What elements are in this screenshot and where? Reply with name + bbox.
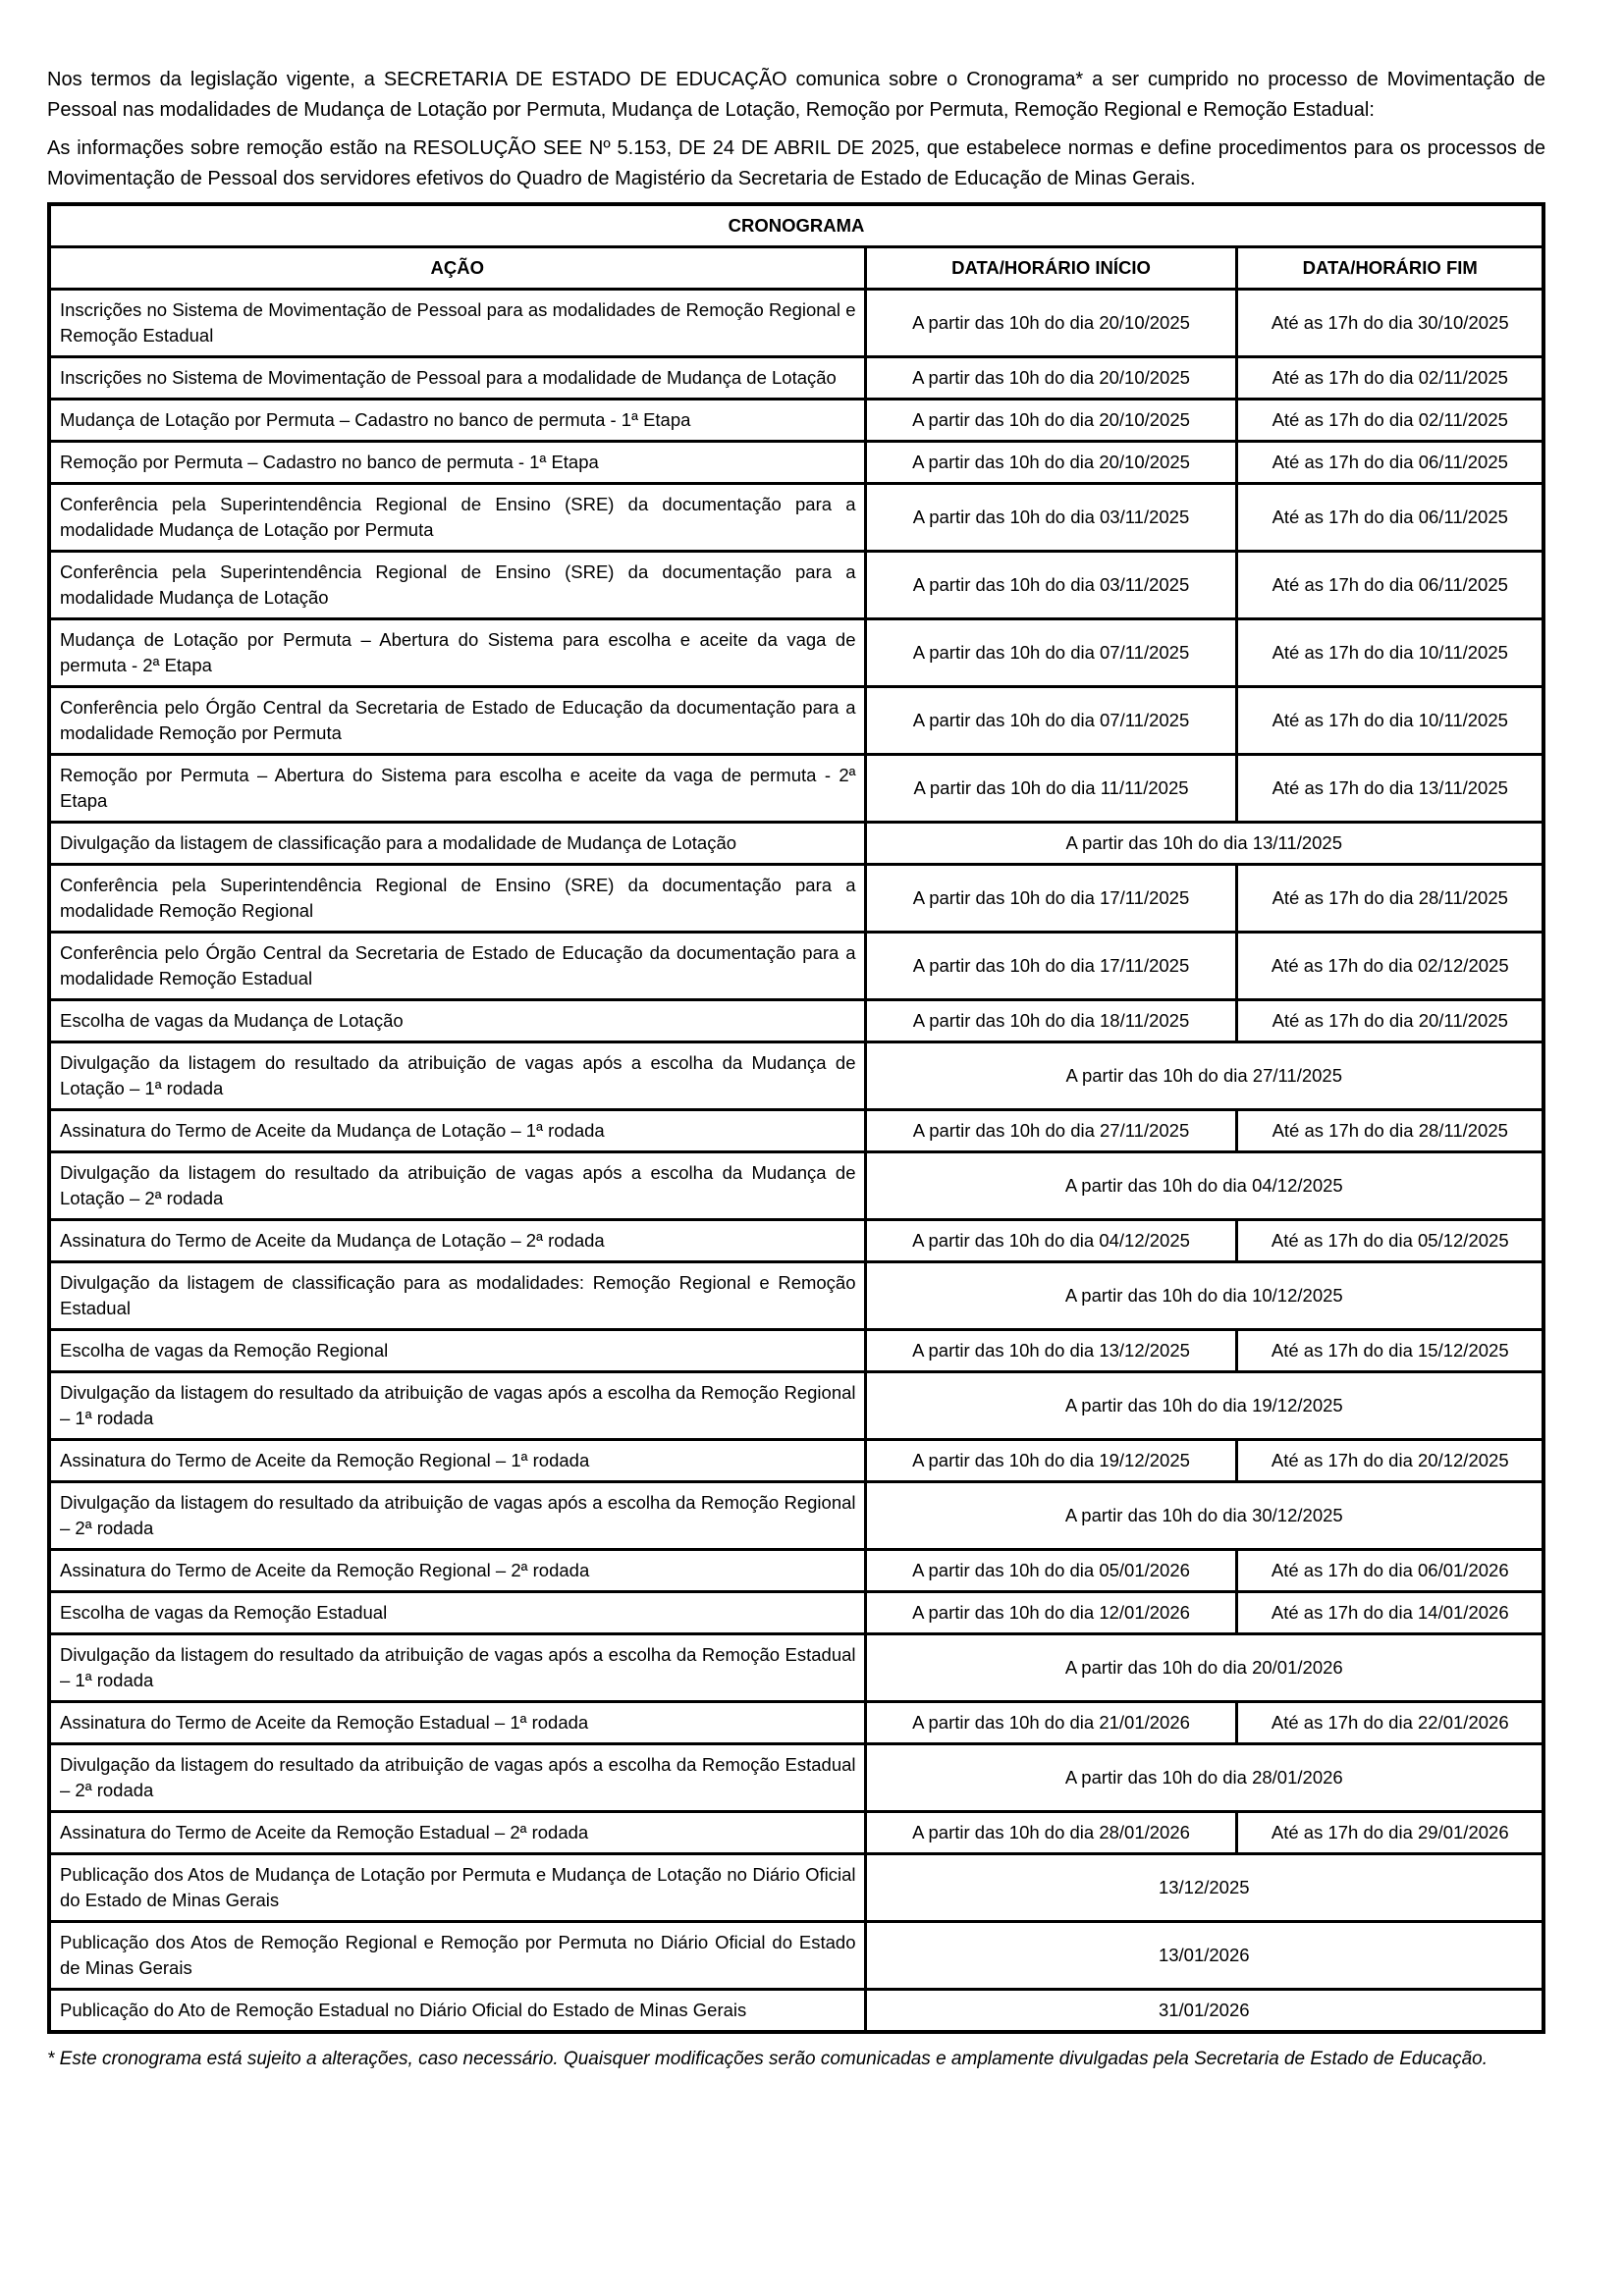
action-cell: Publicação dos Atos de Remoção Regional e Remoção por Permuta no Diário Oficial do Estado de Minas Gerais [49,1922,865,1990]
merged-date-cell: A partir das 10h do dia 10/12/2025 [865,1262,1543,1330]
end-date-cell: Até as 17h do dia 13/11/2025 [1237,755,1543,823]
start-date-cell: A partir das 10h do dia 19/12/2025 [865,1440,1237,1482]
action-cell: Conferência pelo Órgão Central da Secretaria de Estado de Educação da documentação para a modalidade Remoção por Permuta [49,687,865,755]
start-date-cell: A partir das 10h do dia 17/11/2025 [865,865,1237,933]
end-date-cell: Até as 17h do dia 14/01/2026 [1237,1592,1543,1634]
table-row [49,1744,1543,1812]
table-row [49,1262,1543,1330]
merged-date-cell: A partir das 10h do dia 20/01/2026 [865,1634,1543,1702]
end-date-cell: Até as 17h do dia 20/12/2025 [1237,1440,1543,1482]
action-cell: Conferência pela Superintendência Regional de Ensino (SRE) da documentação para a modalidade Mudança de Lotação por Permuta [49,484,865,552]
start-date-cell: A partir das 10h do dia 20/10/2025 [865,357,1237,400]
start-date-cell: A partir das 10h do dia 04/12/2025 [865,1220,1237,1262]
start-date-cell: A partir das 10h do dia 27/11/2025 [865,1110,1237,1152]
action-cell: Divulgação da listagem do resultado da atribuição de vagas após a escolha da Remoção Regional – 2ª rodada [49,1482,865,1550]
cronograma-table [47,202,1545,2034]
table-row [49,865,1543,933]
merged-date-cell: 13/01/2026 [865,1922,1543,1990]
action-cell: Conferência pelo Órgão Central da Secretaria de Estado de Educação da documentação para a modalidade Remoção Estadual [49,933,865,1000]
table-row [49,1110,1543,1152]
action-cell: Inscrições no Sistema de Movimentação de Pessoal para as modalidades de Remoção Regional e Remoção Estadual [49,290,865,357]
merged-date-cell: A partir das 10h do dia 28/01/2026 [865,1744,1543,1812]
end-date-cell: Até as 17h do dia 28/11/2025 [1237,1110,1543,1152]
action-cell: Remoção por Permuta – Cadastro no banco de permuta - 1ª Etapa [49,442,865,484]
start-date-cell: A partir das 10h do dia 20/10/2025 [865,442,1237,484]
table-row [49,823,1543,865]
table-row [49,552,1543,619]
table-row [49,400,1543,442]
table-row [49,1990,1543,2033]
action-cell: Mudança de Lotação por Permuta – Abertura do Sistema para escolha e aceite da vaga de permuta - 2ª Etapa [49,619,865,687]
merged-date-cell: A partir das 10h do dia 19/12/2025 [865,1372,1543,1440]
end-date-cell: Até as 17h do dia 22/01/2026 [1237,1702,1543,1744]
table-row [49,1702,1543,1744]
start-date-cell: A partir das 10h do dia 21/01/2026 [865,1702,1237,1744]
action-cell: Assinatura do Termo de Aceite da Remoção Regional – 2ª rodada [49,1550,865,1592]
end-date-cell: Até as 17h do dia 06/01/2026 [1237,1550,1543,1592]
action-cell: Escolha de vagas da Remoção Estadual [49,1592,865,1634]
start-date-cell: A partir das 10h do dia 03/11/2025 [865,552,1237,619]
start-date-cell: A partir das 10h do dia 03/11/2025 [865,484,1237,552]
action-cell: Inscrições no Sistema de Movimentação de Pessoal para a modalidade de Mudança de Lotação [49,357,865,400]
action-cell: Divulgação da listagem do resultado da atribuição de vagas após a escolha da Remoção Estadual – 1ª rodada [49,1634,865,1702]
action-cell: Remoção por Permuta – Abertura do Sistema para escolha e aceite da vaga de permuta - 2ª Etapa [49,755,865,823]
table-row [49,484,1543,552]
action-cell: Divulgação da listagem do resultado da atribuição de vagas após a escolha da Mudança de Lotação – 1ª rodada [49,1042,865,1110]
column-header-fim: DATA/HORÁRIO FIM [1237,247,1543,290]
table-row [49,442,1543,484]
start-date-cell: A partir das 10h do dia 17/11/2025 [865,933,1237,1000]
end-date-cell: Até as 17h do dia 02/11/2025 [1237,400,1543,442]
column-header-inicio: DATA/HORÁRIO INÍCIO [865,247,1237,290]
table-row [49,1922,1543,1990]
table-row [49,1854,1543,1922]
action-cell: Escolha de vagas da Mudança de Lotação [49,1000,865,1042]
start-date-cell: A partir das 10h do dia 11/11/2025 [865,755,1237,823]
start-date-cell: A partir das 10h do dia 07/11/2025 [865,687,1237,755]
table-row [49,933,1543,1000]
table-row [49,1550,1543,1592]
table-row [49,1042,1543,1110]
end-date-cell: Até as 17h do dia 02/11/2025 [1237,357,1543,400]
action-cell: Divulgação da listagem de classificação para as modalidades: Remoção Regional e Remoção Estadual [49,1262,865,1330]
merged-date-cell: A partir das 10h do dia 27/11/2025 [865,1042,1543,1110]
action-cell: Mudança de Lotação por Permuta – Cadastro no banco de permuta - 1ª Etapa [49,400,865,442]
start-date-cell: A partir das 10h do dia 20/10/2025 [865,400,1237,442]
action-cell: Assinatura do Termo de Aceite da Remoção Estadual – 1ª rodada [49,1702,865,1744]
action-cell: Assinatura do Termo de Aceite da Remoção Estadual – 2ª rodada [49,1812,865,1854]
table-row [49,1634,1543,1702]
end-date-cell: Até as 17h do dia 30/10/2025 [1237,290,1543,357]
table-row [49,1152,1543,1220]
table-row [49,357,1543,400]
action-cell: Conferência pela Superintendência Regional de Ensino (SRE) da documentação para a modalidade Remoção Regional [49,865,865,933]
table-row [49,1372,1543,1440]
cronograma-table-body [49,290,1543,2033]
table-row [49,1482,1543,1550]
end-date-cell: Até as 17h do dia 28/11/2025 [1237,865,1543,933]
cronograma-table-head [49,204,1543,290]
action-cell: Conferência pela Superintendência Regional de Ensino (SRE) da documentação para a modalidade Mudança de Lotação [49,552,865,619]
table-row [49,1812,1543,1854]
end-date-cell: Até as 17h do dia 06/11/2025 [1237,442,1543,484]
table-row [49,1440,1543,1482]
intro-paragraph-1: Nos termos da legislação vigente, a SECRETARIA DE ESTADO DE EDUCAÇÃO comunica sobre o Cronograma* a ser cumprido no processo de Movimentação de Pessoal nas modalidades de Mudança de Lotação por Permuta, Mudança de Lotação, Remoção por Permuta, Remoção Regional e Remoção Estadual: [47,69,1545,121]
table-row [49,1330,1543,1372]
end-date-cell: Até as 17h do dia 15/12/2025 [1237,1330,1543,1372]
footnote: * Este cronograma está sujeito a alterações, caso necessário. Quaisquer modificações serão comunicadas e amplamente divulgadas pela Secretaria de Estado de Educação. [47,2049,1488,2069]
table-row [49,755,1543,823]
table-row [49,1000,1543,1042]
action-cell: Divulgação da listagem de classificação para a modalidade de Mudança de Lotação [49,823,865,865]
end-date-cell: Até as 17h do dia 29/01/2026 [1237,1812,1543,1854]
start-date-cell: A partir das 10h do dia 20/10/2025 [865,290,1237,357]
action-cell: Divulgação da listagem do resultado da atribuição de vagas após a escolha da Mudança de Lotação – 2ª rodada [49,1152,865,1220]
end-date-cell: Até as 17h do dia 06/11/2025 [1237,484,1543,552]
merged-date-cell: 31/01/2026 [865,1990,1543,2033]
end-date-cell: Até as 17h do dia 06/11/2025 [1237,552,1543,619]
action-cell: Escolha de vagas da Remoção Regional [49,1330,865,1372]
start-date-cell: A partir das 10h do dia 28/01/2026 [865,1812,1237,1854]
end-date-cell: Até as 17h do dia 02/12/2025 [1237,933,1543,1000]
action-cell: Assinatura do Termo de Aceite da Mudança de Lotação – 2ª rodada [49,1220,865,1262]
merged-date-cell: A partir das 10h do dia 13/11/2025 [865,823,1543,865]
merged-date-cell: 13/12/2025 [865,1854,1543,1922]
table-row [49,1220,1543,1262]
action-cell: Assinatura do Termo de Aceite da Mudança de Lotação – 1ª rodada [49,1110,865,1152]
end-date-cell: Até as 17h do dia 20/11/2025 [1237,1000,1543,1042]
action-cell: Publicação do Ato de Remoção Estadual no Diário Oficial do Estado de Minas Gerais [49,1990,865,2033]
table-title: CRONOGRAMA [49,204,1543,247]
end-date-cell: Até as 17h do dia 05/12/2025 [1237,1220,1543,1262]
action-cell: Divulgação da listagem do resultado da atribuição de vagas após a escolha da Remoção Estadual – 2ª rodada [49,1744,865,1812]
table-row [49,687,1543,755]
start-date-cell: A partir das 10h do dia 13/12/2025 [865,1330,1237,1372]
intro-paragraph-2: As informações sobre remoção estão na RESOLUÇÃO SEE Nº 5.153, DE 24 DE ABRIL DE 2025, que estabelece normas e define procedimentos para os processos de Movimentação de Pessoal dos servidores efetivos do Quadro de Magistério da Secretaria de Estado de Educação de Minas Gerais. [47,137,1545,189]
start-date-cell: A partir das 10h do dia 12/01/2026 [865,1592,1237,1634]
merged-date-cell: A partir das 10h do dia 30/12/2025 [865,1482,1543,1550]
table-row [49,290,1543,357]
table-row [49,1592,1543,1634]
column-header-acao: AÇÃO [49,247,865,290]
end-date-cell: Até as 17h do dia 10/11/2025 [1237,687,1543,755]
table-title-row [49,204,1543,247]
start-date-cell: A partir das 10h do dia 05/01/2026 [865,1550,1237,1592]
action-cell: Publicação dos Atos de Mudança de Lotação por Permuta e Mudança de Lotação no Diário Oficial do Estado de Minas Gerais [49,1854,865,1922]
action-cell: Divulgação da listagem do resultado da atribuição de vagas após a escolha da Remoção Regional – 1ª rodada [49,1372,865,1440]
table-header-row [49,247,1543,290]
start-date-cell: A partir das 10h do dia 18/11/2025 [865,1000,1237,1042]
end-date-cell: Até as 17h do dia 10/11/2025 [1237,619,1543,687]
merged-date-cell: A partir das 10h do dia 04/12/2025 [865,1152,1543,1220]
action-cell: Assinatura do Termo de Aceite da Remoção Regional – 1ª rodada [49,1440,865,1482]
start-date-cell: A partir das 10h do dia 07/11/2025 [865,619,1237,687]
table-row [49,619,1543,687]
